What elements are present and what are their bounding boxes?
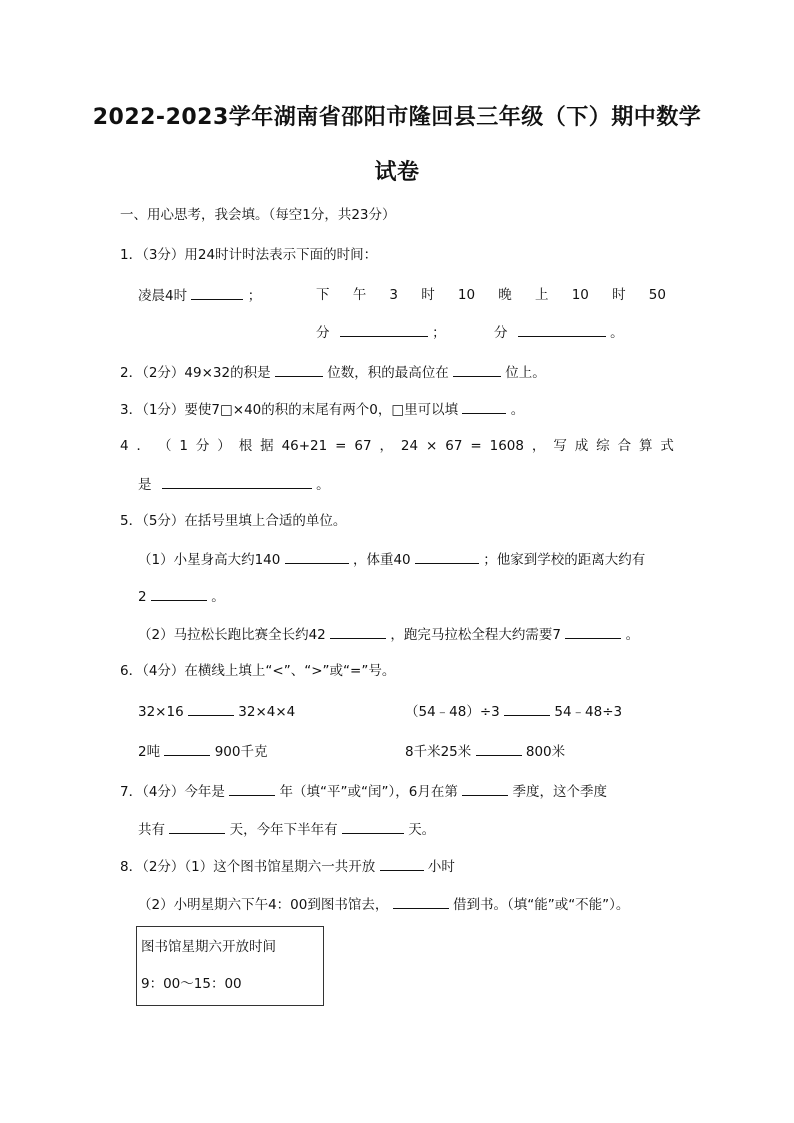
q4-token: ×: [426, 438, 438, 454]
question-7-line1: [120, 782, 607, 801]
q4-token: 67: [445, 438, 463, 454]
q4-token: 24: [400, 438, 419, 454]
answer-blank[interactable]: [462, 782, 508, 796]
q1-b-sep: ；: [432, 325, 446, 341]
q4-token: 根: [238, 438, 253, 454]
question-5-stem: 5．（5分）在括号里填上合适的单位。: [120, 513, 347, 529]
question-4-line2: [138, 475, 330, 494]
q2-text: 位上。: [505, 365, 546, 381]
question-1-stem: 1．（3分）用24时计时法表示下面的时间：: [120, 247, 378, 263]
q7-text: 天，今年下半年有: [229, 822, 338, 838]
q1-c-end: 。: [610, 325, 624, 341]
library-hours-box: [136, 926, 324, 1006]
answer-blank[interactable]: [393, 895, 449, 909]
q2-text: 位数，积的最高位在: [327, 365, 449, 381]
q5-text: 。: [211, 589, 225, 605]
q4-token: 综: [596, 438, 610, 454]
q4-token: 据: [260, 438, 274, 454]
q1-b-char: 10: [457, 287, 476, 303]
q8-text: 借到书。（填“能”或“不能”）。: [452, 897, 630, 913]
q4-text: 是: [138, 477, 152, 493]
question-4-line1: [120, 437, 674, 455]
q6-text: 32×16: [138, 704, 184, 720]
q4-text: 。: [316, 477, 330, 493]
q6-text: 32×4×4: [238, 704, 296, 720]
question-7-line2: [138, 820, 435, 839]
answer-blank[interactable]: [504, 702, 550, 716]
q7-text: 7．（4分）今年是: [120, 784, 225, 800]
q1-c-unit: 分: [494, 325, 508, 341]
q5-text: 。: [625, 627, 640, 643]
question-6-item-c: [138, 742, 267, 761]
q4-token: =: [470, 438, 482, 454]
q4-token: ）: [217, 438, 231, 454]
q6-text: （54﹣48）÷3: [405, 704, 500, 720]
q1-b-char: 下: [316, 287, 330, 303]
answer-blank[interactable]: [164, 742, 210, 756]
q5-text: ，跑完马拉松全程大约需要7: [390, 627, 561, 643]
q4-token: （: [157, 438, 172, 454]
q1-b-char: 晚: [498, 287, 512, 303]
answer-blank[interactable]: [462, 400, 506, 414]
answer-blank[interactable]: [285, 550, 349, 564]
question-5-part2: [138, 625, 639, 644]
answer-blank[interactable]: [162, 475, 312, 489]
question-1-line-d: [494, 323, 624, 342]
q4-token: =: [335, 438, 347, 454]
answer-blank[interactable]: [565, 625, 621, 639]
question-1-line-a: [138, 286, 261, 305]
answer-blank[interactable]: [229, 782, 275, 796]
q8-text: （2）小明星期六下午4：00到图书馆去，: [138, 897, 389, 913]
q6-text: 900千克: [214, 744, 268, 760]
q5-text: ，体重40: [352, 552, 411, 568]
answer-blank[interactable]: [330, 625, 386, 639]
q4-token: 成: [574, 438, 589, 454]
q1-a-label: 凌晨4时: [138, 288, 188, 304]
q5-text: 2: [138, 589, 147, 605]
question-8-part1: [120, 857, 455, 876]
q6-text: 54﹣48÷3: [554, 704, 623, 720]
answer-blank[interactable]: [151, 587, 207, 601]
answer-blank[interactable]: [169, 820, 225, 834]
q6-text: 2吨: [138, 744, 161, 760]
q5-text: （2）马拉松长跑比赛全长约42: [138, 627, 326, 643]
question-6-item-a: [138, 702, 295, 721]
q4-token: 4: [120, 438, 129, 454]
q1-b-char: 时: [612, 287, 626, 303]
answer-blank[interactable]: [380, 857, 424, 871]
answer-blank[interactable]: [275, 363, 323, 377]
q3-text: 。: [510, 402, 525, 418]
q4-token: ，: [379, 438, 393, 454]
q4-token: 46+21: [281, 438, 328, 454]
q7-text: 共有: [138, 822, 165, 838]
answer-blank[interactable]: [191, 286, 243, 300]
q4-token: 写: [553, 438, 567, 454]
question-2: [120, 363, 546, 382]
answer-blank[interactable]: [340, 323, 428, 337]
q7-text: 季度，这个季度: [512, 784, 607, 800]
q1-b-char: 时: [421, 287, 435, 303]
q1-a-sep: ；: [247, 288, 262, 304]
question-1-line-b: [316, 286, 666, 304]
q2-text: 2．（2分）49×32的积是: [120, 365, 271, 381]
q1-b-char: 10: [571, 287, 589, 303]
q7-text: 年（填“平”或“闰”），6月在第: [279, 784, 458, 800]
q4-token: 1608: [489, 438, 524, 454]
q4-token: 67: [354, 438, 372, 454]
question-6-item-b: [405, 702, 622, 721]
q1-b-char: 3: [389, 287, 398, 303]
q7-text: 天。: [408, 822, 436, 838]
question-5-part1-cont: [138, 587, 225, 606]
library-hours-time: 9：00～15：00: [141, 976, 242, 992]
answer-blank[interactable]: [518, 323, 606, 337]
question-1-line-c: [316, 323, 446, 342]
library-hours-title: 图书馆星期六开放时间: [141, 939, 276, 955]
q1-b-char: 午: [352, 287, 367, 303]
q4-token: 1: [179, 438, 188, 454]
q8-text: 小时: [427, 859, 455, 875]
q5-text: ；他家到学校的距离大约有: [483, 552, 646, 568]
q5-text: （1）小星身高大约140: [138, 552, 281, 568]
q6-text: 800米: [525, 744, 566, 760]
question-6-stem: 6．（4分）在横线上填上“<”、“>”或“=”号。: [120, 663, 396, 679]
q6-text: 8千米25米: [405, 744, 472, 760]
q4-token: ，: [531, 438, 546, 454]
q1-b-char: 50: [648, 287, 666, 303]
q4-token: 分: [195, 438, 210, 454]
answer-blank[interactable]: [476, 742, 522, 756]
answer-blank[interactable]: [415, 550, 479, 564]
q1-b-unit: 分: [316, 325, 330, 341]
question-8-part2: [138, 895, 629, 914]
q4-token: ．: [136, 438, 151, 454]
document-title: 2022-2023学年湖南省邵阳市隆回县三年级（下）期中数学: [92, 105, 702, 130]
q4-token: 式: [660, 438, 674, 454]
answer-blank[interactable]: [188, 702, 234, 716]
document-title-line2: 试卷: [374, 160, 420, 185]
q4-token: 算: [639, 438, 653, 454]
section-heading: 一、用心思考，我会填。（每空1分，共23分）: [120, 207, 396, 223]
q1-b-char: 上: [535, 287, 549, 303]
question-6-item-d: [405, 742, 565, 761]
question-5-part1: [138, 550, 645, 569]
q4-token: 合: [617, 438, 632, 454]
answer-blank[interactable]: [342, 820, 404, 834]
question-3: [120, 400, 524, 419]
q8-text: 8．（2分）（1）这个图书馆星期六一共开放: [120, 859, 376, 875]
answer-blank[interactable]: [453, 363, 501, 377]
q3-text: 3．（1分）要使7□×40的积的末尾有两个0，□里可以填: [120, 402, 459, 418]
